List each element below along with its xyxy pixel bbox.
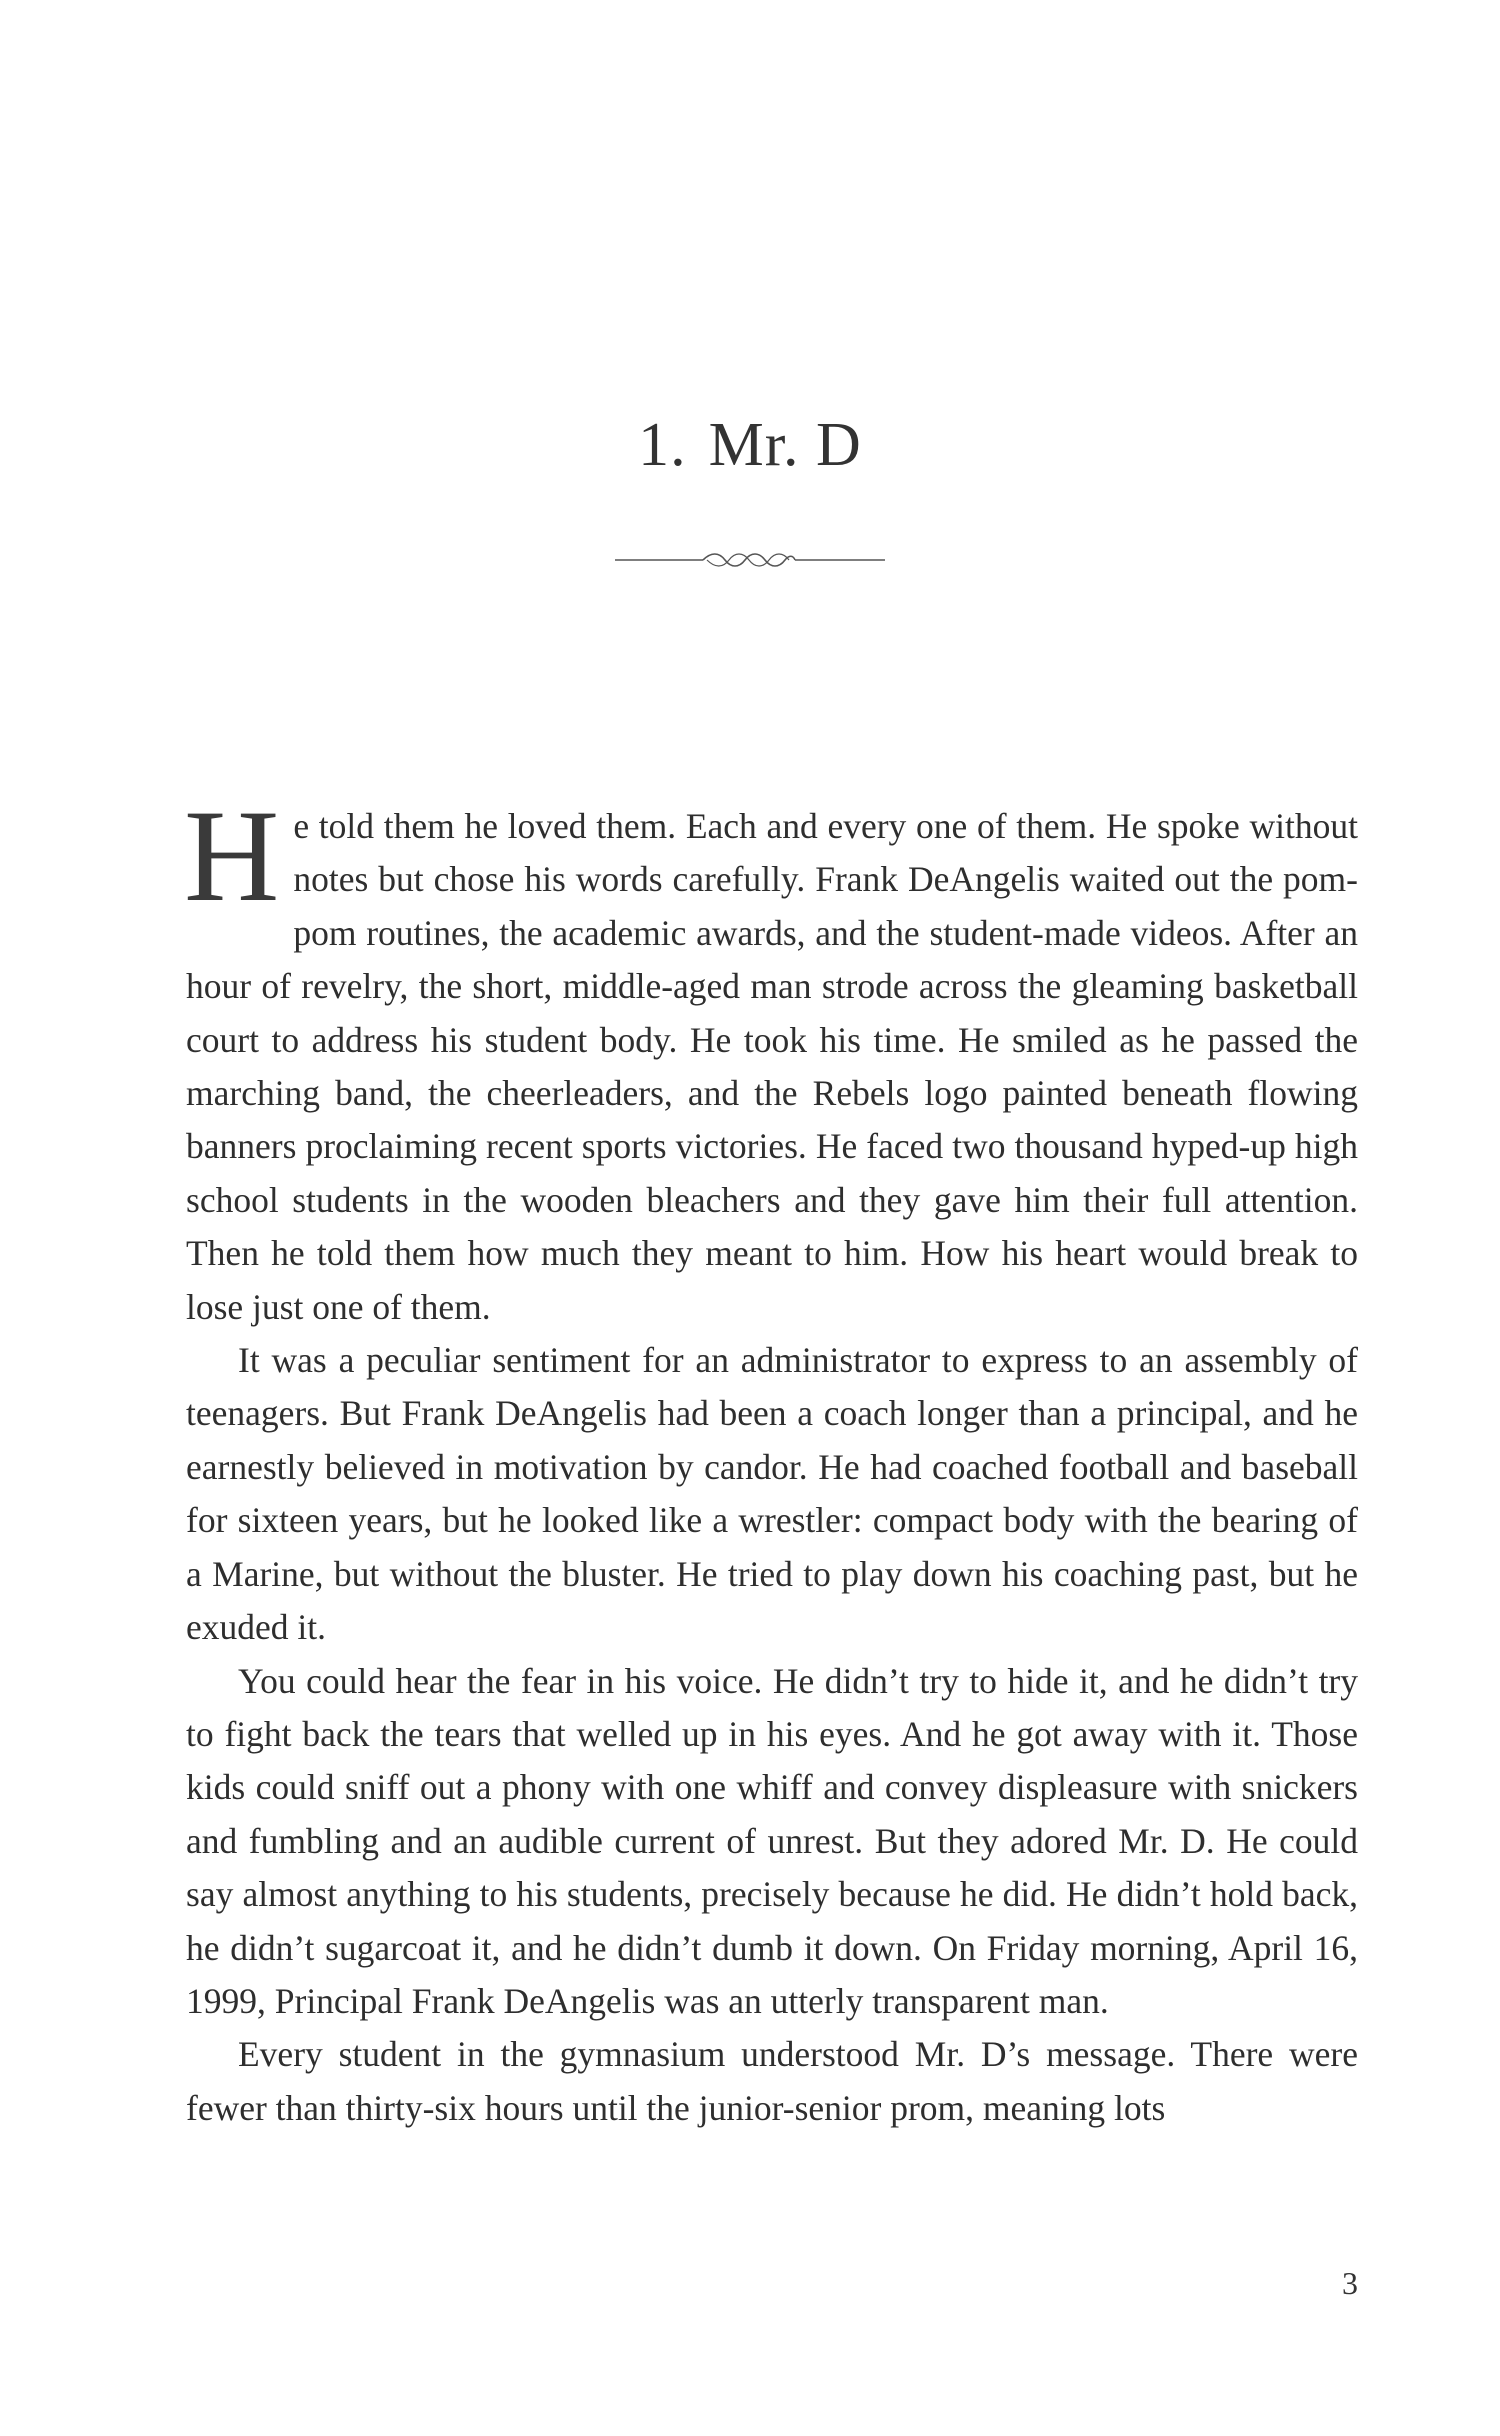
paragraph: Every student in the gymnasium understood Mr. D’s message. There were fewer than thirty-six hours until the junior-senior prom, meaning lots — [186, 2034, 1358, 2128]
paragraph: You could hear the fear in his voice. He didn’t try to hide it, and he didn’t try to fight back the tears that welled up in his eyes. And he got away with it. Those kids could sniff out a phony with one whiff and convey displeasure with snickers and fumbling and an audible current of unrest. But they adored Mr. D. He could say almost anything to his students, precisely because he did. He didn’t hold back, he didn’t sugarcoat it, and he didn’t dumb it down. On Friday morning, April 16, 1999, Principal Frank DeAngelis was an utterly transparent man. — [186, 1660, 1358, 2021]
paragraph: He told them he loved them. Each and every one of them. He spoke without notes but chose his words carefully. Frank DeAngelis waited out the pom-pom routines, the academic awards, and the student-made videos. After an hour of revelry, the short, middle-aged man strode across the gleaming basketball court to address his student body. He took his time. He smiled as he passed the marching band, the cheerleaders, and the Rebels logo painted beneath flowing banners proclaiming recent sports victories. He faced two thousand hyped-up high school students in the wooden bleachers and they gave him their full attention. Then he told them how much they meant to him. How his heart would break to lose just one of them. — [184, 782, 1358, 1327]
paragraph: It was a peculiar sentiment for an administrator to express to an assembly of teenagers. But Frank DeAngelis had been a coach longer than a principal, and he earnestly believed in motivation by candor. He had coached football and baseball for sixteen years, but he looked like a wrestler: compact body with the bearing of a Marine, but without the bluster. He tried to play down his coaching past, but he exuded it. — [186, 1340, 1358, 1648]
page-number: 3 — [1342, 2265, 1358, 2301]
chapter-body — [184, 782, 1358, 2135]
chapter-number: 1. — [638, 411, 687, 479]
chapter-heading — [0, 405, 1500, 485]
drop-cap: H — [184, 782, 280, 929]
chapter-title: Mr. D — [708, 411, 862, 479]
flourish-divider-icon — [615, 540, 885, 580]
